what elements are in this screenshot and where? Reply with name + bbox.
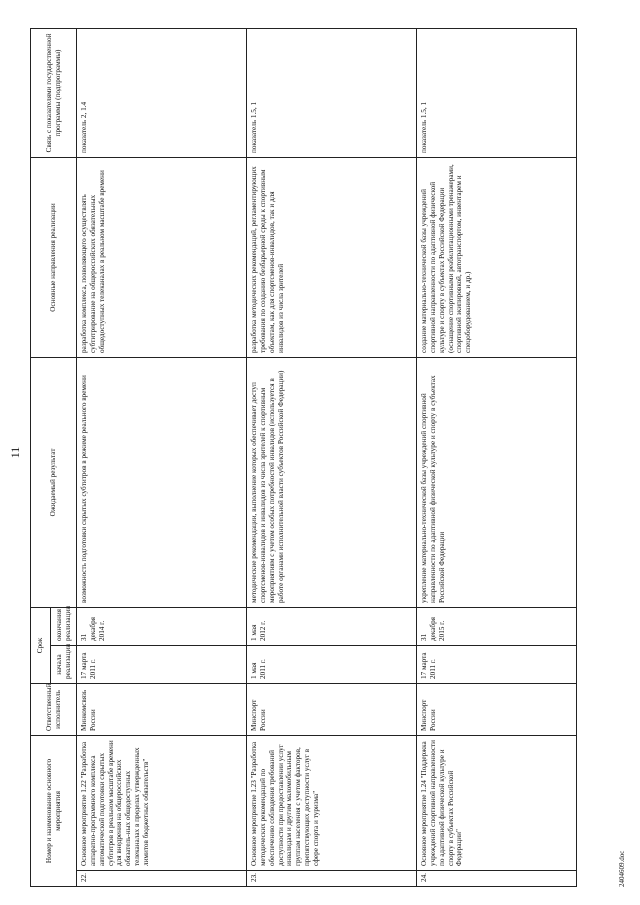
table-row <box>417 28 577 886</box>
page-number: 11 <box>8 446 22 459</box>
activity-cell: Основное мероприятие 1.22 "Разработка аппаратно-программного комплекса автоматической подготовки скрытых субтитров в реальном масштабе времени для внедрения на общероссийских обязатель-ных общедоступных телеканалах в пределах утвержденных лимитов бюджетных обязательств" <box>77 735 247 870</box>
header-start: начала реализации <box>51 645 77 683</box>
activities-table <box>30 28 577 887</box>
end-cell: 31 декабря 2014 г. <box>77 607 247 645</box>
executor-cell: Минспорт России <box>247 683 417 735</box>
directions-cell: разработка комплекса, позволяющего осуществлять субтитрирование на общероссийских обязательных общедоступных телеканалах в реальном масштабе времени <box>77 157 247 357</box>
end-cell: 31 декабря 2015 г. <box>417 607 577 645</box>
executor-cell: Минкомсвязь России <box>77 683 247 735</box>
row-number: 22. <box>77 871 247 887</box>
executor-cell: Минспорт России <box>417 683 577 735</box>
start-cell: 17 марта 2011 г. <box>77 645 247 683</box>
row-number: 24. <box>417 871 577 887</box>
row-number: 23. <box>247 871 417 887</box>
link-cell: показатель 1.5, 1 <box>247 28 417 157</box>
table-row <box>77 28 247 886</box>
link-cell: показатель 1.5, 1 <box>417 28 577 157</box>
directions-cell: разработка методических рекомендаций, регламентирующих требования по созданию безбарьерной среды к спортивным объектам, как для спортсменов-инвалидов, так и для инвалидов из числа зрителей <box>247 157 417 357</box>
header-end: окончания реализации <box>51 607 77 645</box>
document-code: 2404609.doc <box>618 850 626 887</box>
end-cell: 1 мая 2012 г. <box>247 607 417 645</box>
table-row <box>247 28 417 886</box>
header-deadline: Срок <box>31 607 51 683</box>
header-directions: Основные направления реализации <box>31 157 77 357</box>
header-link: Связь с показателями государственной программы (подпрограммы) <box>31 28 77 157</box>
header-activity: Номер и наименование основного мероприятия <box>31 735 77 886</box>
start-cell: 17 марта 2011 г. <box>417 645 577 683</box>
activity-cell: Основное мероприятие 1.24 "Поддержка учреждений спортивной направленности по адаптивной физической культуре и спорту в субъектах Российской Федерации" <box>417 735 577 870</box>
activity-cell: Основное мероприятие 1.23 "Разработка методических рекомендаций по обеспечению соблюдения требований доступности при предоставлении услуг инвалидам и другим маломобильным группам населения с учетом факторов, препятствующих доступности услуг в сфере спорта и туризма" <box>247 735 417 870</box>
link-cell: показатель 2, 1.4 <box>77 28 247 157</box>
result-cell: методические рекомендации, выполнение которых обеспечивает доступ спортсменов-инвалидов и инвалидов из числа зрителей к спортивным мероприятиям с учетом особых потребностей инвалидов (используется в работе органами исполнительной власти субъектов Российской Федерации) <box>247 357 417 607</box>
result-cell: укрепление материально-технической базы учреждений спортивной направленности по адаптивной физической культуре и спорту в субъектах Российской Федерации <box>417 357 577 607</box>
header-executor: Ответственный исполнитель <box>31 683 77 735</box>
result-cell: возможность подготовки скрытых субтитров в режиме реального времени <box>77 357 247 607</box>
start-cell: 1 мая 2011 г. <box>247 645 417 683</box>
directions-cell: создание материально-технической базы учреждений спортивной направленности по адаптивной физической культуре и спорту в субъектах Российской Федерации (оснащение спортивными реабилитационными тренажерами, спортивной экипировкой, автотранспортом, инвентарем и спецоборудованием, и др.) <box>417 157 577 357</box>
header-result: Ожидаемый результат <box>31 357 77 607</box>
